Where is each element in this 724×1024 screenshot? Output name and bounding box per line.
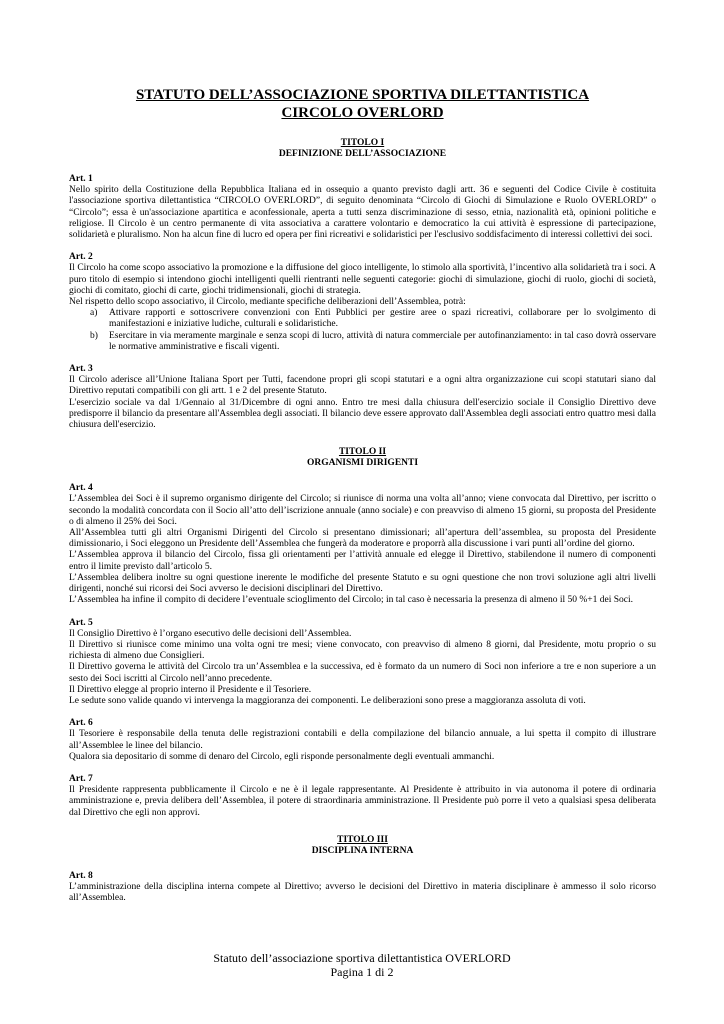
article-5	[69, 618, 656, 708]
article-2-heading: Art. 2	[69, 252, 93, 263]
article-4-paragraph: L’Assemblea delibera inoltre su ogni questione inerente le modifiche del presente Statuto e su ogni questione che non trovi soluzione agli altri livelli dirigenti, nonché sui ricorsi dei Soci avverso le decisioni disciplinari del Direttivo.	[69, 572, 656, 595]
titolo-2-name: ORGANISMI DIRIGENTI	[306, 458, 419, 469]
list-item-text: Attivare rapporti e sottoscrivere convenzioni con Enti Pubblici per gestire aree o spazi ricreativi, collaborare per lo svolgimento di manifestazioni e iniziative ludiche, culturali e solidaristiche.	[109, 308, 656, 330]
article-1-heading: Art. 1	[69, 174, 93, 184]
article-1	[69, 174, 656, 241]
document-title-line-2: CIRCOLO OVERLORD	[281, 105, 444, 121]
document-body	[69, 86, 656, 915]
titolo-2-heading	[69, 447, 656, 469]
article-5-paragraph: Il Direttivo governa le attività del Circolo tra un’Assemblea e la successiva, ed è formato da un numero di Soci non inferiore a tre e non superiore a un sesto dei Soci iscritti al Circolo nell’anno precedente.	[69, 662, 656, 684]
article-8-heading: Art. 8	[69, 870, 93, 881]
article-2-list-item-b	[69, 331, 656, 353]
article-3-heading: Art. 3	[69, 364, 93, 375]
article-4-paragraph: All’Assemblea tutti gli altri Organismi Dirigenti del Circolo si presentano dimissionari; all’apertura dell’assemblea, su proposta del Presidente dimissionario, i Soci eleggono un Presidente dell’Assemblea che fungerà da moderatore e proporrà alla discussione i vari punti all’ordine del giorno.	[69, 528, 656, 550]
article-5-paragraph: Il Direttivo si riunisce come minimo una volta ogni tre mesi; viene convocato, con preavviso di almeno 8 giorni, dal Presidente, motu proprio o su richiesta di almeno due Consiglieri.	[69, 639, 656, 662]
titolo-3-number: TITOLO III	[337, 834, 388, 845]
article-5-paragraph: Il Consiglio Direttivo è l’organo esecutivo delle decisioni dell’Assemblea.	[69, 628, 352, 639]
list-item-text: Esercitare in via meramente marginale e senza scopi di lucro, attività di natura commerciale per autofinanziamento: in tal caso dovrà osservare le normative amministrative e fiscali vigenti.	[109, 330, 656, 352]
article-2	[69, 252, 656, 353]
article-3-paragraph: L'esercizio sociale va dal 1/Gennaio al 31/Dicembre di ogni anno. Entro tre mesi dalla chiusura dell'esercizio sociale il Consiglio Direttivo deve predisporre il bilancio da presentare all'Assemblea degli associati. Il bilancio deve essere approvato dall'Assemblea degli associati entro quattro mesi dalla chiusura dell'esercizio.	[69, 397, 656, 431]
list-marker: b)	[90, 330, 98, 341]
article-5-paragraph: Il Direttivo elegge al proprio interno il Presidente e il Tesoriere.	[69, 684, 312, 695]
titolo-1-number: TITOLO I	[340, 138, 385, 148]
article-7-heading: Art. 7	[69, 773, 93, 784]
article-2-list-item-a	[69, 308, 656, 330]
article-2-paragraph: Nel rispetto dello scopo associativo, il Circolo, mediante specifiche deliberazioni dell’Assemblea, potrà:	[69, 297, 466, 308]
article-6-paragraph: Qualora sia depositario di somme di denaro del Circolo, egli risponde personalmente degli eventuali ammanchi.	[69, 751, 495, 762]
article-7-paragraph: Il Presidente rappresenta pubblicamente il Circolo e ne è il legale rappresentante. Al Presidente è attribuito in via autonoma il potere di ordinaria amministrazione e, previa delibera dell’Assemblea, il potere di straordinaria amministrazione. Il Presidente può porre il veto a qualsiasi spesa deliberata dal Direttivo che egli non approvi.	[69, 785, 656, 818]
article-5-heading: Art. 5	[69, 617, 93, 628]
article-4-paragraph: L’Assemblea ha infine il compito di decidere l’eventuale scioglimento del Circolo; in tal caso è necessaria la presenza di almeno il 50 %+1 dei Soci.	[69, 595, 634, 606]
article-5-paragraph: Le sedute sono valide quando vi intervenga la maggioranza dei componenti. Le deliberazioni sono prese a maggioranza assoluta di voti.	[69, 695, 586, 706]
article-3-paragraph: Il Circolo aderisce all’Unione Italiana Sport per Tutti, facendone propri gli scopi statutari e a ogni altra organizzazione cui scopi statutari siano dal Direttivo reputati compatibili con gli artt. 1 e 2 del presente Statuto.	[69, 375, 656, 397]
list-marker: a)	[90, 308, 98, 319]
article-4	[69, 483, 656, 606]
article-3	[69, 364, 656, 431]
titolo-1-name: DEFINIZIONE DELL’ASSOCIAZIONE	[278, 149, 447, 159]
article-6-heading: Art. 6	[69, 718, 93, 729]
article-7	[69, 774, 656, 819]
article-8	[69, 871, 656, 905]
titolo-1-heading	[69, 138, 656, 160]
article-4-paragraph: L’Assemblea dei Soci è il supremo organismo dirigente del Circolo; si riunisce di norma una volta all’anno; viene convocata dal Direttivo, per iscritto o secondo la modalità concordata con il Socio all’atto dell’iscrizione annuale (anno sociale) e con preavviso di almeno 15 giorni, su proposta del Presidente o di almeno il 25% dei Soci.	[69, 494, 656, 527]
article-6	[69, 718, 656, 763]
article-8-paragraph: L’amministrazione della disciplina interna compete al Direttivo; avverso le decisioni del Direttivo in materia disciplinare è ammesso il solo ricorso all’Assemblea.	[69, 881, 656, 904]
titolo-3-name: DISCIPLINA INTERNA	[311, 845, 414, 856]
document-title-line-1: STATUTO DELL’ASSOCIAZIONE SPORTIVA DILETTANTISTICA	[135, 87, 590, 103]
article-4-heading: Art. 4	[69, 483, 93, 494]
article-4-paragraph: L’Assemblea approva il bilancio del Circolo, fissa gli orientamenti per l’attività annuale ed elegge il Direttivo, stabilendone il numero di componenti entro il limite previsto dall’articolo 5.	[69, 550, 656, 572]
article-6-paragraph: Il Tesoriere è responsabile della tenuta delle registrazioni contabili e della compilazione del bilancio annuale, a lui spetta il compito di illustrare all’Assemblee le linee del bilancio.	[69, 729, 656, 751]
footer-page-number: Pagina 1 di 2	[330, 965, 394, 979]
page-footer	[0, 951, 724, 979]
article-2-paragraph: Il Circolo ha come scopo associativo la promozione e la diffusione del gioco intelligente, lo stimolo alla sportività, l’incentivo alla solidarietà tra i soci. A puro titolo di esempio si intendono giochi intelligenti quelli rientranti nelle seguenti categorie: giochi di simulazione, giochi di ruolo, giochi di società, giochi di comitato, giochi di carte, giochi tridimensionali, giochi di strategia.	[69, 263, 656, 296]
footer-document-name: Statuto dell’associazione sportiva dilettantistica OVERLORD	[213, 951, 511, 965]
titolo-3-heading	[69, 835, 656, 857]
titolo-2-number: TITOLO II	[338, 447, 387, 458]
article-1-paragraph: Nello spirito della Costituzione della Repubblica Italiana ed in ossequio a quanto previsto dagli artt. 36 e seguenti del Codice Civile è costituita l'associazione sportiva dilettantistica “CIRCOLO OVERLORD”, di seguito denominata “Circolo di Giochi di Simulazione e Ruolo OVERLORD” o “Circolo”; essa è un'associazione apartitica e aconfessionale, aperta a tutti senza discriminazione di sesso, etnia, nazionalità età, opinioni politiche e religiose. Il Circolo è un centro permanente di vita associativa a carattere volontario e democratico la cui attività è espressione di partecipazione, solidarietà e pluralismo. Non ha alcun fine di lucro ed opera per fini ricreativi e solidaristici per l'esclusivo soddisfacimento di interessi collettivi dei soci.	[69, 185, 656, 241]
